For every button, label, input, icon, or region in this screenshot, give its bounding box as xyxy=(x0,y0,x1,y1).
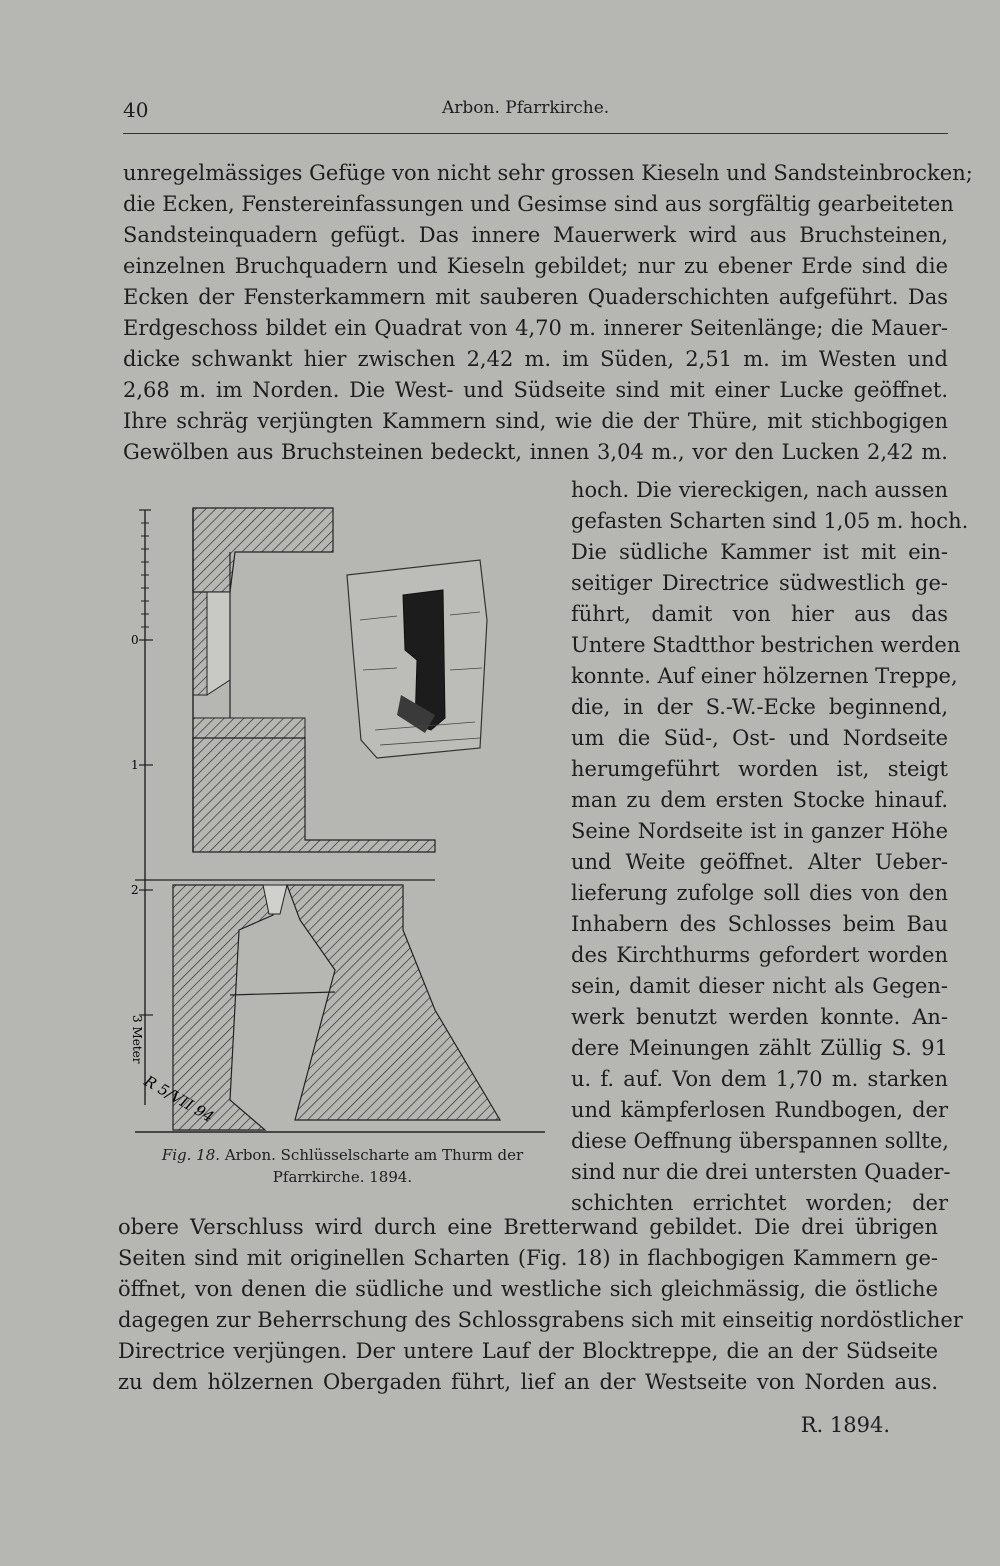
text-line: hoch. Die viereckigen, nach aussen xyxy=(571,478,948,502)
paragraph-bottom xyxy=(118,1212,963,1398)
text-line: Gewölben aus Bruchsteinen bedeckt, innen 3,04 m., vor den Lucken 2,42 m. xyxy=(123,440,948,464)
text-line: gefasten Scharten sind 1,05 m. hoch. xyxy=(571,509,969,533)
text-line: sein, damit dieser nicht als Gegen- xyxy=(571,974,948,998)
text-line: seitiger Directrice südwestlich ge- xyxy=(571,571,948,595)
text-line: die Ecken, Fenstereinfassungen und Gesimse sind aus sorgfältig gearbeiteten xyxy=(123,192,954,216)
text-line: öffnet, von denen die südliche und westliche sich gleichmässig, die östliche xyxy=(118,1277,938,1301)
text-line: Inhabern des Schlosses beim Bau xyxy=(571,912,948,936)
text-line: Sandsteinquadern gefügt. Das innere Mauerwerk wird aus Bruchsteinen, xyxy=(123,223,948,247)
text-line: werk benutzt werden konnte. An- xyxy=(571,1005,948,1029)
text-line: des Kirchthurms gefordert worden xyxy=(571,943,948,967)
text-line: dagegen zur Beherrschung des Schlossgrabens sich mit einseitig nordöstlicher xyxy=(118,1308,963,1332)
key-loophole-drawing xyxy=(130,500,550,1140)
figure-caption xyxy=(135,1144,550,1188)
text-line: schichten errichtet worden; der xyxy=(571,1191,948,1215)
header-rule xyxy=(123,133,948,134)
text-line: dere Meinungen zählt Züllig S. 91 xyxy=(571,1036,948,1060)
scale-bar xyxy=(130,510,153,1105)
author-signature: R. 1894. xyxy=(800,1413,890,1437)
text-line: dicke schwankt hier zwischen 2,42 m. im Süden, 2,51 m. im Westen und xyxy=(123,347,948,371)
text-line: unregelmässiges Gefüge von nicht sehr grossen Kieseln und Sandsteinbrocken; xyxy=(123,161,973,185)
text-line: Die südliche Kammer ist mit ein- xyxy=(571,540,948,564)
scale-tick-0: 0 xyxy=(131,633,139,647)
figure-caption-text: Arbon. Schlüsselscharte am Thurm der Pfarrkirche. 1894. xyxy=(224,1146,524,1186)
text-line: herumgeführt worden ist, steigt xyxy=(571,757,948,781)
text-line: Erdgeschoss bildet ein Quadrat von 4,70 m. innerer Seitenlänge; die Mauer- xyxy=(123,316,948,340)
text-line: u. f. auf. Von dem 1,70 m. starken xyxy=(571,1067,948,1091)
text-line: und kämpferlosen Rundbogen, der xyxy=(571,1098,948,1122)
text-line: lieferung zufolge soll dies von den xyxy=(571,881,948,905)
text-line: und Weite geöffnet. Alter Ueber- xyxy=(571,850,948,874)
paragraph-right-column xyxy=(571,475,969,1219)
lower-wall-section xyxy=(135,880,545,1132)
text-line: Untere Stadtthor bestrichen werden xyxy=(571,633,961,657)
figure-18-drawing xyxy=(130,500,550,1140)
figure-label: Fig. 18. xyxy=(161,1146,221,1164)
text-line: Seiten sind mit originellen Scharten (Fig. 18) in flachbogigen Kammern ge- xyxy=(118,1246,938,1270)
loophole-perspective-sketch xyxy=(347,560,487,758)
scale-tick-1: 1 xyxy=(131,758,139,772)
text-line: obere Verschluss wird durch eine Bretterwand gebildet. Die drei übrigen xyxy=(118,1215,938,1239)
text-line: man zu dem ersten Stocke hinauf. xyxy=(571,788,948,812)
text-line: Ecken der Fensterkammern mit sauberen Quaderschichten aufgeführt. Das xyxy=(123,285,948,309)
page-number: 40 xyxy=(123,98,149,122)
text-line: Seine Nordseite ist in ganzer Höhe xyxy=(571,819,948,843)
running-head xyxy=(123,96,948,126)
text-line: Ihre schräg verjüngten Kammern sind, wie die der Thüre, mit stichbogigen xyxy=(123,409,948,433)
scale-tick-3-meter: 3 Meter xyxy=(130,1015,144,1064)
text-line: einzelnen Bruchquadern und Kieseln gebildet; nur zu ebener Erde sind die xyxy=(123,254,948,278)
text-line: konnte. Auf einer hölzernen Treppe, xyxy=(571,664,958,688)
text-line: führt, damit von hier aus das xyxy=(571,602,948,626)
text-line: diese Oeffnung überspannen sollte, xyxy=(571,1129,949,1153)
text-line: zu dem hölzernen Obergaden führt, lief an der Westseite von Norden aus. xyxy=(118,1370,938,1394)
running-title: Arbon. Pfarrkirche. xyxy=(442,98,610,118)
artist-monogram: R 5/VII 94 xyxy=(141,1071,217,1127)
text-line: sind nur die drei untersten Quader- xyxy=(571,1160,951,1184)
text-line: die, in der S.-W.-Ecke beginnend, xyxy=(571,695,948,719)
text-line: 2,68 m. im Norden. Die West- und Südseite sind mit einer Lucke geöffnet. xyxy=(123,378,948,402)
text-line: um die Süd-, Ost- und Nordseite xyxy=(571,726,948,750)
scale-tick-2: 2 xyxy=(131,883,139,897)
text-line: Directrice verjüngen. Der untere Lauf der Blocktreppe, die an der Südseite xyxy=(118,1339,938,1363)
paragraph-top xyxy=(123,158,973,468)
